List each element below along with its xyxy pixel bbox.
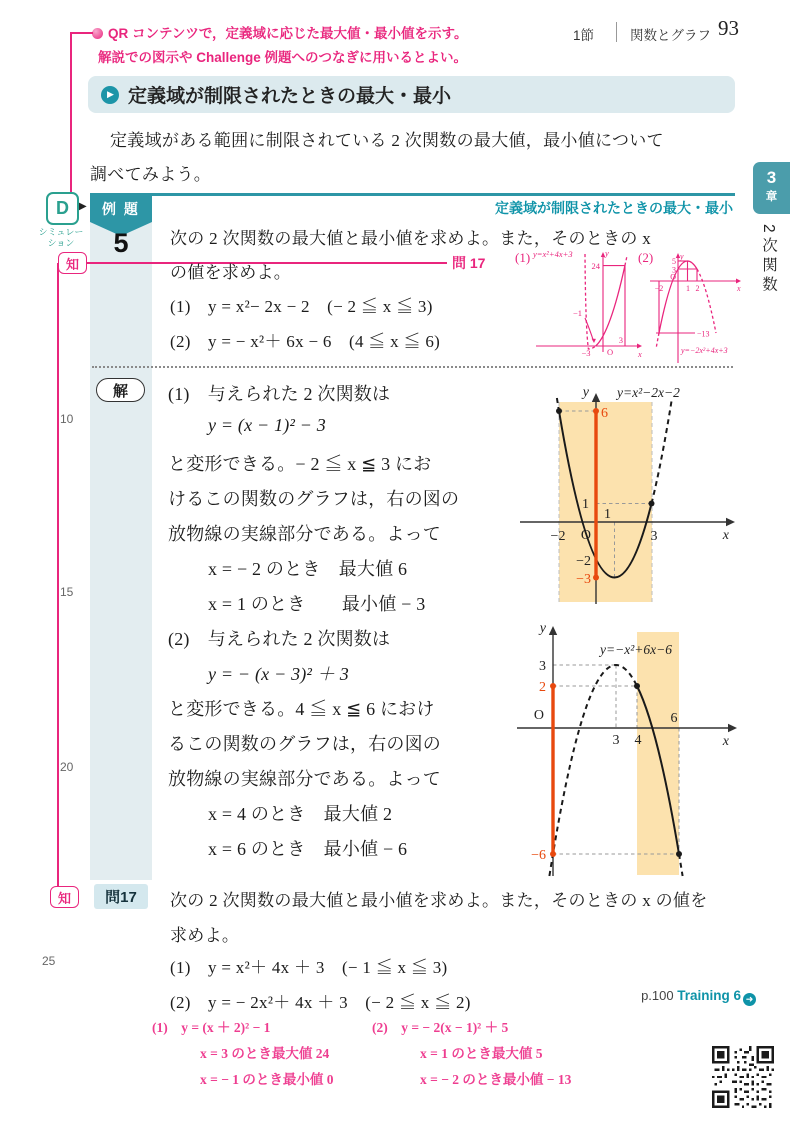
intro-line2: 調べてみよう。 <box>90 165 212 184</box>
example-tab: 例 題 <box>90 196 152 222</box>
graph1-xmin-label: −2 <box>550 529 566 544</box>
mini-graph-2-labels <box>655 252 741 355</box>
example-topic: 定義域が制限されたときの最大・最小 <box>495 200 733 216</box>
intro-line1: 定義域がある範囲に制限されている 2 次関数の最大値，最小値について <box>110 131 664 150</box>
example-number: 5 <box>113 228 129 258</box>
qr-code[interactable] <box>712 1046 774 1108</box>
section-heading <box>88 76 735 113</box>
qr-note-line2: 解説での図示や Challenge 例題へのつなぎに用いるとよい。 <box>98 50 468 65</box>
mini2-equation: y=−2x²+4x+3 <box>681 346 728 355</box>
example-statement-line2: の値を求めよ。 <box>170 263 292 282</box>
solution-p2-line4: るこの関数のグラフは，右の図の <box>168 734 441 754</box>
knowledge-badge-example: 知 <box>58 252 87 274</box>
answer1-equation: (1) y = (x ＋ 2)² − 1 <box>152 1020 271 1035</box>
answer2-equation: (2) y = − 2(x − 1)² ＋ 5 <box>372 1020 509 1035</box>
graph2-axes <box>517 634 729 876</box>
mini1-y-label: y <box>605 248 609 258</box>
play-icon: ▶ <box>101 86 119 104</box>
mini2-label-1: 1 <box>686 284 690 293</box>
header-divider <box>616 22 617 42</box>
chapter-tab-number: 3 <box>766 168 777 187</box>
simulation-label <box>32 227 90 249</box>
line-number-20: 20 <box>60 760 74 774</box>
q17-statement-line1: 次の 2 次関数の最大値と最小値を求めよ。また，そのときの x の値を <box>170 891 708 910</box>
solution-p2-equation: y = − (x − 3)² ＋ 3 <box>208 664 349 684</box>
problem-ref-label: 問 17 <box>452 255 486 271</box>
training-link[interactable] <box>0 988 756 1006</box>
graph1-y-axis-label: y <box>582 385 589 400</box>
header-section-title: 関数とグラフ <box>630 28 711 43</box>
chapter-tab <box>753 162 790 214</box>
line-number-25: 25 <box>42 954 56 968</box>
mini2-label-3: 3 <box>672 265 676 275</box>
solution-p1-max: x = − 2 のとき 最大値 6 <box>208 559 408 579</box>
mini-graph-2-tag: (2) <box>638 250 654 265</box>
answer2-min: x = − 2 のとき最小値 − 13 <box>420 1072 572 1087</box>
simulation-d-letter: D <box>56 198 69 218</box>
mini2-origin: O <box>670 272 676 282</box>
answer1-min: x = − 1 のとき最小値 0 <box>200 1072 334 1087</box>
q17-item-2: (2) y = − 2x²＋ 4x ＋ 3 (− 2 ≦ x ≦ 2) <box>170 993 471 1012</box>
solution-p1-line3: と変形できる。− 2 ≦ x ≦ 3 にお <box>168 454 432 474</box>
mini1-equation: y=x²+4x+3 <box>533 249 573 259</box>
graph2-origin-label: O <box>533 708 544 723</box>
solution-p1-equation: y = (x − 1)² − 3 <box>208 415 327 435</box>
graph2-y-axis-label: y <box>539 621 546 636</box>
training-page-ref: p.100 <box>641 988 674 1003</box>
solution-badge: 解 <box>96 378 145 402</box>
graph1-x1-label: 1 <box>604 507 611 522</box>
graph2-y3-label: 3 <box>539 659 546 674</box>
graph1-min-label: −3 <box>576 572 591 587</box>
mini2-label-minus2: −2 <box>654 284 664 293</box>
solution-p1-line4: けるこの関数のグラフは，右の図の <box>168 489 460 509</box>
mini2-label-2: 2 <box>695 284 700 293</box>
graph2-min-label: −6 <box>531 848 546 863</box>
solution-p1-line5: 放物線の実線部分である。よって <box>168 524 441 544</box>
graph1-origin-label: O <box>580 528 591 543</box>
q17-item-1: (1) y = x²＋ 4x ＋ 3 (− 1 ≦ x ≦ 3) <box>170 958 448 977</box>
example-item-1: (1) y = x²− 2x − 2 (− 2 ≦ x ≦ 3) <box>170 297 433 316</box>
graph1-x-axis-label: x <box>722 528 729 543</box>
graph2-range-segment <box>550 683 556 857</box>
mini1-x-label: x <box>638 349 642 359</box>
note-connector-line-vertical <box>70 32 72 192</box>
statement-solution-divider <box>92 366 733 368</box>
graph1-y1-label: 1 <box>582 497 589 512</box>
answer2-max: x = 1 のとき最大値 5 <box>420 1046 543 1061</box>
training-label: Training 6 <box>677 988 741 1003</box>
header-section-number: 1節 <box>573 28 595 43</box>
mini2-x-label: x <box>737 284 741 293</box>
mini2-label-5: 5 <box>672 257 676 266</box>
page-number: 93 <box>718 16 739 40</box>
q17-statement-line2: 求めよ。 <box>170 926 240 945</box>
qr-note-line1: QR コンテンツで，定義域に応じた最大値・最小値を示す。 <box>108 26 468 41</box>
mini-graph-2 <box>645 248 745 370</box>
answer1-max: x = 3 のとき最大値 24 <box>200 1046 330 1061</box>
example-top-rule <box>90 193 735 196</box>
solution-p2-line3: と変形できる。4 ≦ x ≦ 6 におけ <box>168 699 435 719</box>
know-connector-line <box>57 263 59 888</box>
solution-p2-line1: (2) 与えられた 2 次関数は <box>168 629 391 649</box>
line-number-15: 15 <box>60 585 74 599</box>
solution-p2-min: x = 6 のとき 最小値 − 6 <box>208 839 408 859</box>
mini1-label-3: 3 <box>618 335 623 345</box>
play-triangle-icon: ▶ <box>79 201 87 212</box>
mini2-y-label: y <box>680 252 684 261</box>
graph1-equation: y=x²−2x−2 <box>617 385 680 400</box>
solution-p2-max: x = 4 のとき 最大値 2 <box>208 804 393 824</box>
line-number-10: 10 <box>60 412 74 426</box>
example-statement-line1: 次の 2 次関数の最大値と最小値を求めよ。また，そのときの x <box>170 229 652 248</box>
mini1-label-minus1: −1 <box>572 308 582 318</box>
graph-1 <box>505 376 740 611</box>
section-heading-title: 定義域が制限されたときの最大・最小 <box>128 86 452 107</box>
solution-p1-min: x = 1 のとき 最小値 − 3 <box>208 594 426 614</box>
mini1-label-minus3: −3 <box>581 348 591 358</box>
mini1-label-24: 24 <box>591 261 600 271</box>
knowledge-badge-q17: 知 <box>50 886 79 908</box>
mini1-origin: O <box>607 347 614 357</box>
simulation-label-line2: ション <box>47 238 75 248</box>
graph2-equation: y=−x²+6x−6 <box>600 642 672 657</box>
graph2-x4-label: 4 <box>634 733 642 748</box>
example-column-background <box>90 196 152 880</box>
solution-p1-line1: (1) 与えられた 2 次関数は <box>168 384 391 404</box>
mini-graph-1-tag: (1) <box>515 250 531 265</box>
chapter-side-label: 2次関数 <box>760 224 777 296</box>
graph2-x6-label: 6 <box>670 711 678 726</box>
graph1-ym2-label: −2 <box>576 554 591 569</box>
graph1-xmax-label: 3 <box>650 529 658 544</box>
mini-graph-2-arrows <box>676 253 741 284</box>
q17-badge: 問17 <box>94 884 148 909</box>
note-connector-line <box>70 32 93 34</box>
training-arrow-icon: ➜ <box>743 993 756 1006</box>
mini2-label-minus13: −13 <box>697 329 710 339</box>
example-item-2: (2) y = − x²＋ 6x − 6 (4 ≦ x ≦ 6) <box>170 332 441 351</box>
mini-graph-1 <box>528 248 646 363</box>
note-bullet-icon <box>92 28 103 39</box>
chapter-tab-unit: 章 <box>765 191 778 203</box>
solution-p2-line5: 放物線の実線部分である。よって <box>168 769 441 789</box>
graph2-labels <box>531 621 730 863</box>
simulation-d-icon[interactable] <box>46 192 79 225</box>
simulation-label-line1: シミュレー <box>38 227 84 237</box>
graph2-max-label: 2 <box>539 680 546 695</box>
graph2-x3-label: 3 <box>612 733 620 748</box>
graph-2 <box>505 618 740 883</box>
graph2-x-axis-label: x <box>722 734 729 749</box>
graph1-max-label: 6 <box>601 406 608 421</box>
